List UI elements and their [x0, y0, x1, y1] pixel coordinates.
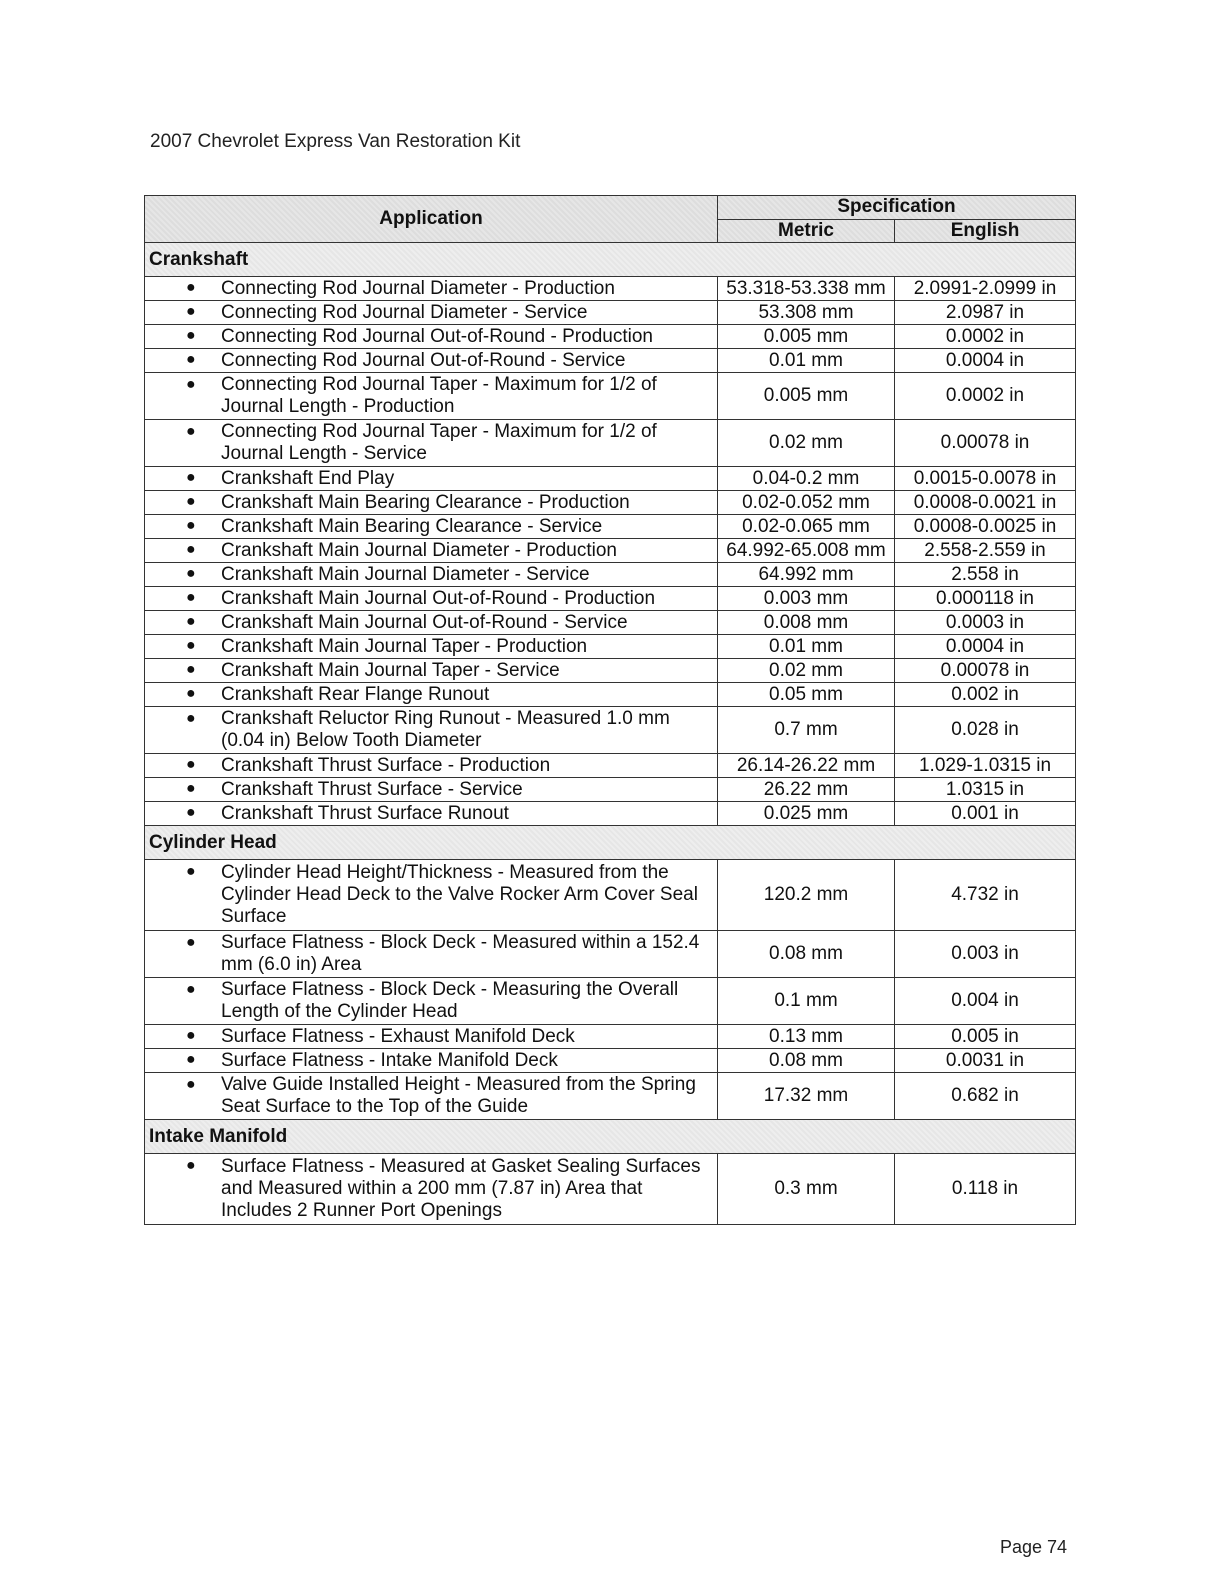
english-cell: 0.0008-0.0021 in: [895, 491, 1076, 515]
table-row: [145, 420, 1076, 467]
application-cell: [145, 683, 718, 707]
application-text: Crankshaft Main Journal Diameter - Service: [221, 563, 590, 585]
application-text: Surface Flatness - Block Deck - Measuring the Overall Length of the Cylinder Head: [221, 979, 679, 1022]
metric-cell: 0.05 mm: [718, 683, 895, 707]
metric-cell: 0.01 mm: [718, 635, 895, 659]
application-text: Crankshaft Reluctor Ring Runout - Measured 1.0 mm (0.04 in) Below Tooth Diameter: [221, 708, 670, 751]
metric-cell: 53.308 mm: [718, 301, 895, 325]
column-header-specification: Specification: [718, 196, 1076, 220]
english-cell: 0.0004 in: [895, 635, 1076, 659]
application-text: Crankshaft Thrust Surface Runout: [221, 802, 509, 824]
application-text: Crankshaft Thrust Surface - Service: [221, 778, 523, 800]
english-cell: 0.118 in: [895, 1154, 1076, 1225]
application-cell: [145, 325, 718, 349]
application-text: Connecting Rod Journal Diameter - Service: [221, 301, 588, 323]
bullet-icon: ●: [186, 1157, 196, 1174]
column-header-english: English: [895, 219, 1076, 243]
application-cell: [145, 1154, 718, 1225]
application-cell: [145, 587, 718, 611]
table-row: [145, 1049, 1076, 1073]
metric-cell: 17.32 mm: [718, 1073, 895, 1120]
metric-cell: 0.008 mm: [718, 611, 895, 635]
metric-cell: 26.14-26.22 mm: [718, 754, 895, 778]
application-cell: [145, 539, 718, 563]
english-cell: 0.003 in: [895, 931, 1076, 978]
application-cell: [145, 467, 718, 491]
english-cell: 4.732 in: [895, 860, 1076, 931]
bullet-icon: ●: [186, 517, 196, 534]
table-row: [145, 515, 1076, 539]
table-row: [145, 349, 1076, 373]
table-row: [145, 1073, 1076, 1120]
metric-cell: 26.22 mm: [718, 778, 895, 802]
table-row: [145, 1025, 1076, 1049]
application-cell: [145, 860, 718, 931]
application-text: Crankshaft Main Journal Out-of-Round - Production: [221, 587, 656, 609]
table-body: [145, 243, 1076, 1225]
application-cell: [145, 611, 718, 635]
application-cell: [145, 373, 718, 420]
section-row: [145, 826, 1076, 860]
application-cell: [145, 301, 718, 325]
metric-cell: 0.1 mm: [718, 978, 895, 1025]
metric-cell: 0.08 mm: [718, 1049, 895, 1073]
application-cell: [145, 802, 718, 826]
table-row: [145, 467, 1076, 491]
english-cell: 0.00078 in: [895, 420, 1076, 467]
metric-cell: 0.3 mm: [718, 1154, 895, 1225]
metric-cell: 0.02 mm: [718, 420, 895, 467]
application-text: Cylinder Head Height/Thickness - Measured from the Cylinder Head Deck to the Valve Rocker Arm Cover Seal Surface: [221, 862, 698, 927]
table-row: [145, 754, 1076, 778]
english-cell: 2.0987 in: [895, 301, 1076, 325]
bullet-icon: ●: [186, 661, 196, 678]
metric-cell: 0.08 mm: [718, 931, 895, 978]
specification-table: [144, 195, 1076, 1225]
application-text: Surface Flatness - Exhaust Manifold Deck: [221, 1025, 575, 1047]
english-cell: 0.00078 in: [895, 659, 1076, 683]
application-cell: [145, 349, 718, 373]
english-cell: 0.028 in: [895, 707, 1076, 754]
english-cell: 0.002 in: [895, 683, 1076, 707]
application-cell: [145, 659, 718, 683]
metric-cell: 0.13 mm: [718, 1025, 895, 1049]
table-row: [145, 611, 1076, 635]
bullet-icon: ●: [186, 541, 196, 558]
application-text: Crankshaft End Play: [221, 467, 395, 489]
metric-cell: 0.02 mm: [718, 659, 895, 683]
metric-cell: 0.003 mm: [718, 587, 895, 611]
bullet-icon: ●: [186, 710, 196, 727]
metric-cell: 53.318-53.338 mm: [718, 277, 895, 301]
application-text: Crankshaft Main Journal Out-of-Round - Service: [221, 611, 628, 633]
application-cell: [145, 420, 718, 467]
english-cell: 2.0991-2.0999 in: [895, 277, 1076, 301]
section-heading: Intake Manifold: [145, 1120, 1076, 1154]
table-row: [145, 659, 1076, 683]
metric-cell: 0.01 mm: [718, 349, 895, 373]
metric-cell: 0.04-0.2 mm: [718, 467, 895, 491]
bullet-icon: ●: [186, 780, 196, 797]
application-text: Connecting Rod Journal Out-of-Round - Service: [221, 349, 626, 371]
bullet-icon: ●: [186, 1051, 196, 1068]
bullet-icon: ●: [186, 1076, 196, 1093]
metric-cell: 0.005 mm: [718, 373, 895, 420]
bullet-icon: ●: [186, 863, 196, 880]
bullet-icon: ●: [186, 423, 196, 440]
application-cell: [145, 778, 718, 802]
application-cell: [145, 754, 718, 778]
section-heading: Cylinder Head: [145, 826, 1076, 860]
application-text: Crankshaft Main Bearing Clearance - Service: [221, 515, 603, 537]
application-text: Connecting Rod Journal Taper - Maximum for 1/2 of Journal Length - Production: [221, 374, 657, 417]
english-cell: 0.0015-0.0078 in: [895, 467, 1076, 491]
application-text: Crankshaft Thrust Surface - Production: [221, 754, 551, 776]
application-cell: [145, 1025, 718, 1049]
english-cell: 0.0002 in: [895, 325, 1076, 349]
table-row: [145, 587, 1076, 611]
column-header-metric: Metric: [718, 219, 895, 243]
bullet-icon: ●: [186, 981, 196, 998]
metric-cell: 64.992 mm: [718, 563, 895, 587]
section-row: [145, 1120, 1076, 1154]
bullet-icon: ●: [186, 934, 196, 951]
application-cell: [145, 931, 718, 978]
table-row: [145, 563, 1076, 587]
column-header-application: Application: [145, 196, 718, 243]
table-row: [145, 301, 1076, 325]
bullet-icon: ●: [186, 376, 196, 393]
application-text: Crankshaft Main Bearing Clearance - Production: [221, 491, 630, 513]
english-cell: 0.0003 in: [895, 611, 1076, 635]
application-cell: [145, 277, 718, 301]
application-text: Crankshaft Rear Flange Runout: [221, 683, 490, 705]
english-cell: 0.001 in: [895, 802, 1076, 826]
bullet-icon: ●: [186, 327, 196, 344]
table-row: [145, 325, 1076, 349]
table-row: [145, 802, 1076, 826]
application-text: Crankshaft Main Journal Taper - Service: [221, 659, 560, 681]
table-row: [145, 277, 1076, 301]
metric-cell: 120.2 mm: [718, 860, 895, 931]
application-text: Connecting Rod Journal Diameter - Production: [221, 277, 615, 299]
application-text: Valve Guide Installed Height - Measured from the Spring Seat Surface to the Top of the Guide: [221, 1074, 696, 1117]
bullet-icon: ●: [186, 804, 196, 821]
metric-cell: 0.02-0.052 mm: [718, 491, 895, 515]
table-row: [145, 635, 1076, 659]
metric-cell: 64.992-65.008 mm: [718, 539, 895, 563]
bullet-icon: ●: [186, 303, 196, 320]
english-cell: 2.558-2.559 in: [895, 539, 1076, 563]
section-row: [145, 243, 1076, 277]
table-row: [145, 931, 1076, 978]
table-row: [145, 778, 1076, 802]
english-cell: 0.0004 in: [895, 349, 1076, 373]
metric-cell: 0.025 mm: [718, 802, 895, 826]
english-cell: 0.0031 in: [895, 1049, 1076, 1073]
application-cell: [145, 707, 718, 754]
application-cell: [145, 978, 718, 1025]
application-cell: [145, 563, 718, 587]
application-text: Surface Flatness - Intake Manifold Deck: [221, 1049, 558, 1071]
table-row: [145, 860, 1076, 931]
table-row: [145, 1154, 1076, 1225]
english-cell: 0.682 in: [895, 1073, 1076, 1120]
english-cell: 1.029-1.0315 in: [895, 754, 1076, 778]
table-row: [145, 373, 1076, 420]
english-cell: 0.004 in: [895, 978, 1076, 1025]
english-cell: 1.0315 in: [895, 778, 1076, 802]
english-cell: 0.0002 in: [895, 373, 1076, 420]
metric-cell: 0.005 mm: [718, 325, 895, 349]
document-title: 2007 Chevrolet Express Van Restoration Kit: [150, 131, 521, 152]
application-text: Surface Flatness - Measured at Gasket Sealing Surfaces and Measured within a 200 mm (7.87 in) Area that Includes 2 Runner Port Openings: [221, 1156, 701, 1221]
application-text: Connecting Rod Journal Taper - Maximum for 1/2 of Journal Length - Service: [221, 421, 657, 464]
english-cell: 2.558 in: [895, 563, 1076, 587]
application-text: Surface Flatness - Block Deck - Measured within a 152.4 mm (6.0 in) Area: [221, 932, 700, 975]
application-cell: [145, 491, 718, 515]
bullet-icon: ●: [186, 469, 196, 486]
application-cell: [145, 1049, 718, 1073]
bullet-icon: ●: [186, 279, 196, 296]
section-heading: Crankshaft: [145, 243, 1076, 277]
bullet-icon: ●: [186, 637, 196, 654]
application-cell: [145, 1073, 718, 1120]
english-cell: 0.0008-0.0025 in: [895, 515, 1076, 539]
bullet-icon: ●: [186, 589, 196, 606]
bullet-icon: ●: [186, 756, 196, 773]
bullet-icon: ●: [186, 1027, 196, 1044]
application-cell: [145, 635, 718, 659]
application-cell: [145, 515, 718, 539]
bullet-icon: ●: [186, 565, 196, 582]
table-row: [145, 978, 1076, 1025]
bullet-icon: ●: [186, 685, 196, 702]
table-row: [145, 683, 1076, 707]
application-text: Crankshaft Main Journal Taper - Production: [221, 635, 588, 657]
metric-cell: 0.02-0.065 mm: [718, 515, 895, 539]
page-number: Page 74: [1000, 1537, 1068, 1557]
bullet-icon: ●: [186, 613, 196, 630]
bullet-icon: ●: [186, 351, 196, 368]
bullet-icon: ●: [186, 493, 196, 510]
application-text: Connecting Rod Journal Out-of-Round - Production: [221, 325, 653, 347]
table-row: [145, 491, 1076, 515]
english-cell: 0.005 in: [895, 1025, 1076, 1049]
metric-cell: 0.7 mm: [718, 707, 895, 754]
application-text: Crankshaft Main Journal Diameter - Production: [221, 539, 618, 561]
table-row: [145, 707, 1076, 754]
english-cell: 0.000118 in: [895, 587, 1076, 611]
table-row: [145, 539, 1076, 563]
